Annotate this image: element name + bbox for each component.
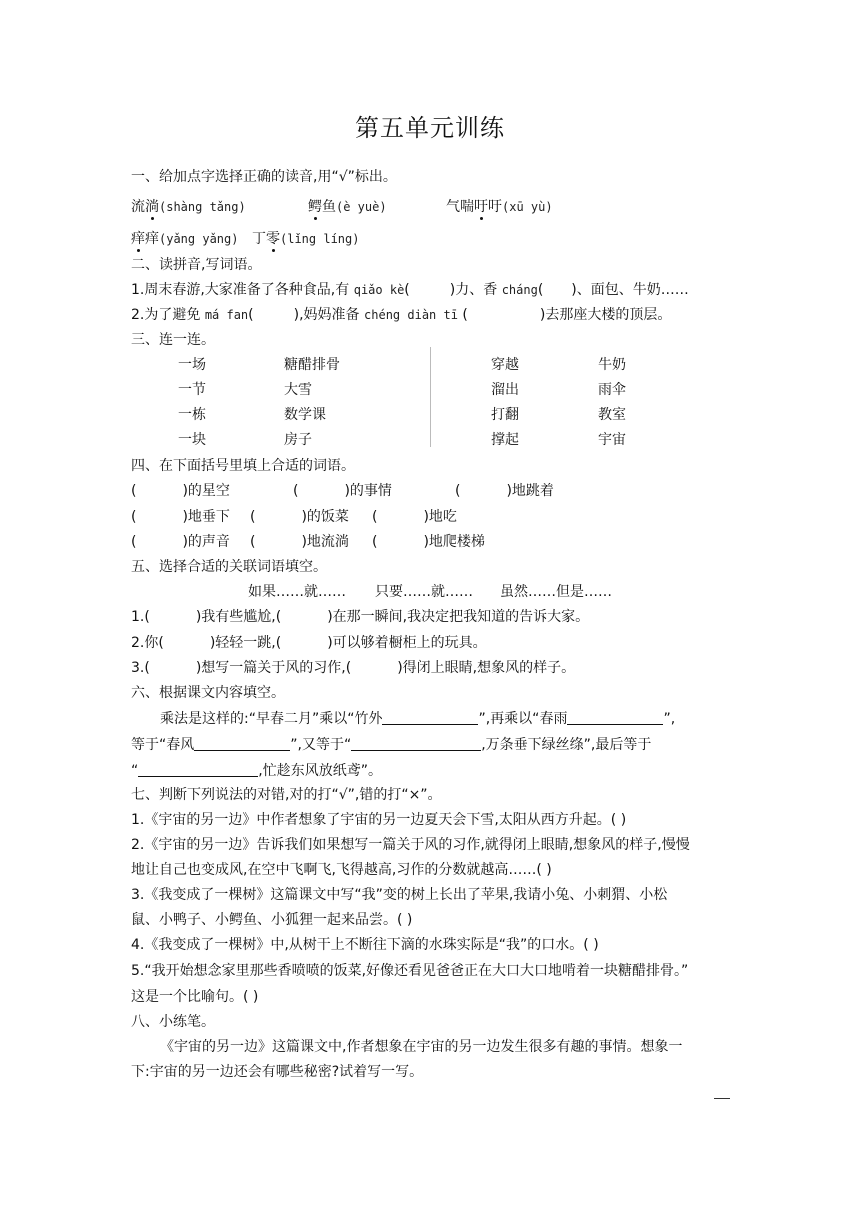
s1-item-4: 痒痒(yǎng yǎng) <box>131 231 239 247</box>
s7-item-2a: 2.《宇宙的另一边》告诉我们如果想写一篇关于风的习作,就得闭上眼睛,想象风的样子,慢慢 <box>131 837 690 853</box>
dotted-char: 痒 <box>131 231 145 247</box>
s7-item-4: 4.《我变成了一棵树》中,从树干上不断往下滴的水珠实际是“我”的口水。( ) <box>131 937 599 953</box>
match-right-a-3: 打翻 <box>491 407 519 423</box>
s4-cell: ( )的事情 <box>293 483 392 499</box>
dotted-char: 零 <box>266 231 280 247</box>
match-left-b-3: 数学课 <box>284 407 326 423</box>
s2-question-2: 2.为了避免 má fan( ),妈妈准备 chéng diàn tī ( )去那座大楼的顶层。 <box>131 307 672 323</box>
match-right-a-4: 撑起 <box>491 432 519 448</box>
s4-cell: ( )地爬楼梯 <box>372 534 485 550</box>
s6-line-1: 乘法是这样的:“早春二月”乘以“竹外 ”,再乘以“春雨 ”, <box>160 711 676 727</box>
conjunction-option-2: 只要……就…… <box>375 584 473 600</box>
match-right-b-3: 教室 <box>598 407 626 423</box>
s7-item-3b: 鼠、小鸭子、小鳄鱼、小狐狸一起来品尝。( ) <box>131 912 413 928</box>
s8-prompt-line-1: 《宇宙的另一边》这篇课文中,作者想象在宇宙的另一边发生很多有趣的事情。想象一 <box>160 1039 683 1055</box>
match-left-b-4: 房子 <box>284 432 312 448</box>
s6-line-2: 等于“春风 ”,又等于“ ,万条垂下绿丝绦”,最后等于 <box>131 737 652 753</box>
s2-question-1: 1.周末春游,大家准备了各种食品,有 qiǎo kè( )力、香 cháng( )、面包、牛奶…… <box>131 282 689 298</box>
s5-question-2: 2.你( )轻轻一跳,( )可以够着橱柜上的玩具。 <box>131 635 487 651</box>
s4-cell: ( )地跳着 <box>455 483 554 499</box>
s4-cell: ( )地流淌 <box>250 534 349 550</box>
s4-cell: ( )地垂下 <box>131 509 230 525</box>
match-left-b-1: 糖醋排骨 <box>284 357 340 373</box>
s7-item-5b: 这是一个比喻句。( ) <box>131 989 259 1005</box>
s1-item-2: 鳄鱼(è yuè) <box>308 199 387 215</box>
s1-item-5: 丁零(lǐng líng) <box>252 231 360 247</box>
s4-cell: ( )的饭菜 <box>250 509 349 525</box>
match-left-a-2: 一节 <box>178 382 206 398</box>
section-7-heading: 七、判断下列说法的对错,对的打“√”,错的打“×”。 <box>131 787 442 803</box>
match-right-a-1: 穿越 <box>491 357 519 373</box>
section-8-heading: 八、小练笔。 <box>131 1014 215 1030</box>
conjunction-option-3: 虽然……但是…… <box>500 584 612 600</box>
page-title: 第五单元训练 <box>355 114 505 142</box>
section-2-heading: 二、读拼音,写词语。 <box>131 257 262 273</box>
match-right-b-1: 牛奶 <box>598 357 626 373</box>
s7-item-2b: 地让自己也变成风,在空中飞啊飞,飞得越高,习作的分数就越高……( ) <box>131 862 552 878</box>
s5-question-3: 3.( )想写一篇关于风的习作,( )得闭上眼睛,想象风的样子。 <box>131 660 576 676</box>
match-right-a-2: 溜出 <box>491 382 519 398</box>
match-left-a-3: 一栋 <box>178 407 206 423</box>
s1-item-3: 气喘吁吁(xū yù) <box>446 199 553 215</box>
s4-cell: ( )地吃 <box>372 509 457 525</box>
s4-cell: ( )的星空 <box>131 483 230 499</box>
section-6-heading: 六、根据课文内容填空。 <box>131 685 285 701</box>
match-right-b-4: 宇宙 <box>598 432 626 448</box>
section-4-heading: 四、在下面括号里填上合适的词语。 <box>131 458 355 474</box>
match-left-a-4: 一块 <box>178 432 206 448</box>
s7-item-5a: 5.“我开始想念家里那些香喷喷的饭菜,好像还看见爸爸正在大口大口地啃着一块糖醋排骨。” <box>131 963 689 979</box>
s7-item-3a: 3.《我变成了一棵树》这篇课文中写“我”变的树上长出了苹果,我请小兔、小刺猬、小松 <box>131 887 668 903</box>
s5-question-1: 1.( )我有些尴尬,( )在那一瞬间,我决定把我知道的告诉大家。 <box>131 609 590 625</box>
page-end-mark <box>714 1098 730 1099</box>
s1-item-1: 流淌(shàng tǎng) <box>131 199 246 215</box>
dotted-char: 吁 <box>474 199 488 215</box>
dotted-char: 淌 <box>145 199 159 215</box>
s7-item-1: 1.《宇宙的另一边》中作者想象了宇宙的另一边夏天会下雪,太阳从西方升起。( ) <box>131 812 627 828</box>
s8-prompt-line-2: 下:宇宙的另一边还会有哪些秘密?试着写一写。 <box>131 1064 424 1080</box>
conjunction-option-1: 如果……就…… <box>248 584 346 600</box>
s6-line-3: “ ,忙趁东风放纸鸢”。 <box>131 763 382 779</box>
match-right-b-2: 雨伞 <box>598 382 626 398</box>
dotted-char: 鳄 <box>308 199 322 215</box>
match-left-b-2: 大雪 <box>284 382 312 398</box>
section-1-heading: 一、给加点字选择正确的读音,用“√”标出。 <box>131 169 397 185</box>
match-left-a-1: 一场 <box>178 357 206 373</box>
section-3-heading: 三、连一连。 <box>131 332 215 348</box>
s4-cell: ( )的声音 <box>131 534 230 550</box>
section-5-heading: 五、选择合适的关联词语填空。 <box>131 559 327 575</box>
match-divider <box>430 347 431 447</box>
